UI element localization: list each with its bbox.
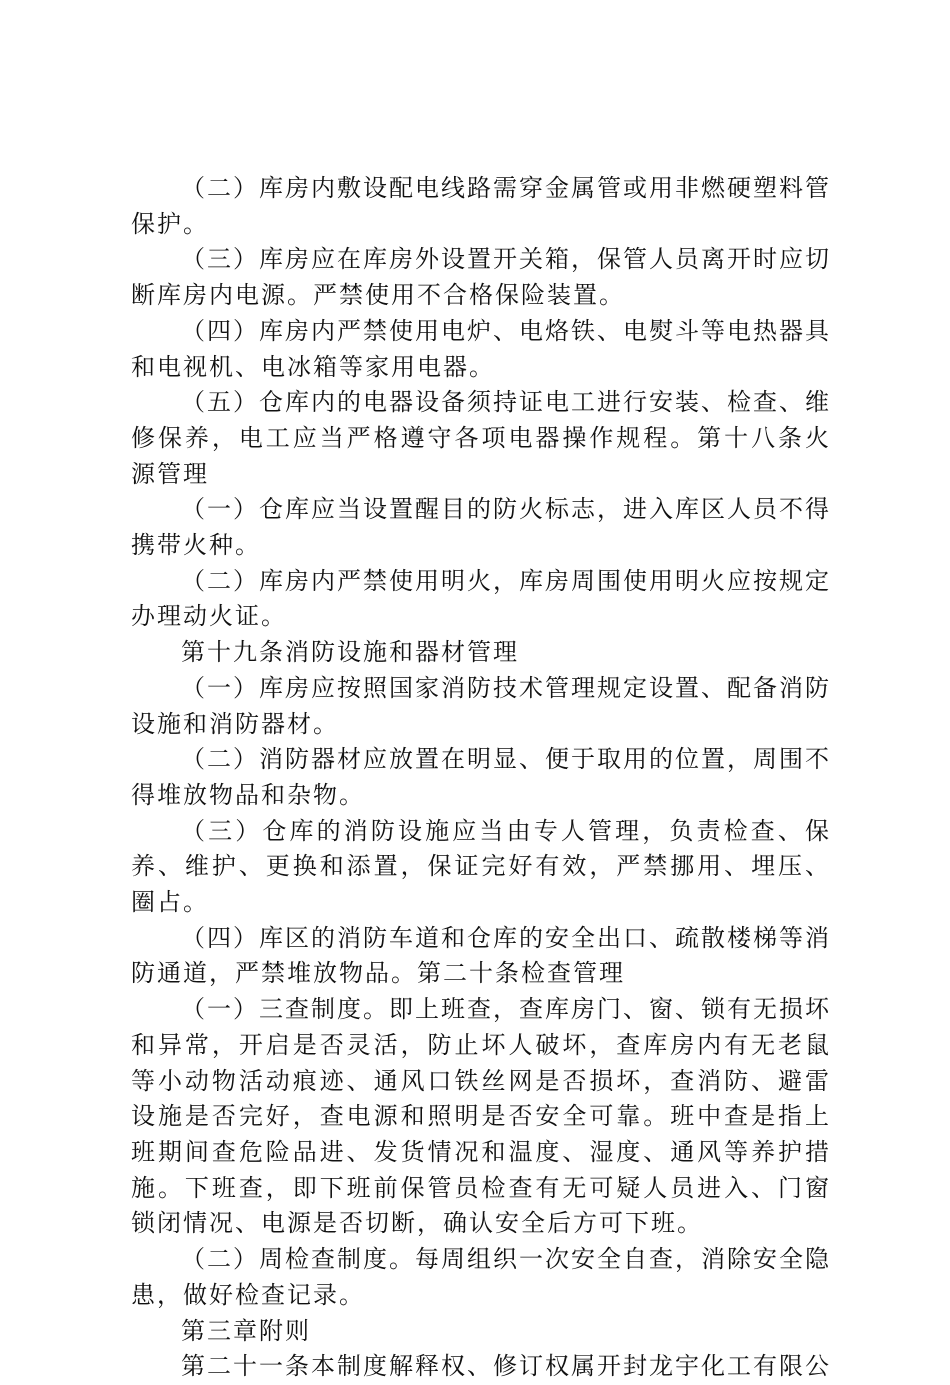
section-heading-19: 第十九条消防设施和器材管理 <box>181 638 519 667</box>
paragraph-1: （二）库房内敷设配电线路需穿金属管或用非燃硬塑料管保护。 <box>131 174 831 238</box>
document-body <box>131 171 831 1385</box>
paragraph-6: （二）库房内严禁使用明火，库房周围使用明火应按规定办理动火证。 <box>131 566 831 631</box>
paragraph-5: （一）仓库应当设置醒目的防火标志，进入库区人员不得携带火种。 <box>131 495 831 560</box>
paragraph-10: （四）库区的消防车道和仓库的安全出口、疏散楼梯等消防通道，严禁堆放物品。第二十条检查管理 <box>131 923 831 988</box>
paragraph-2: （三）库房应在库房外设置开关箱，保管人员离开时应切断库房内电源。严禁使用不合格保险装置。 <box>131 245 831 310</box>
paragraph-12: （二）周检查制度。每周组织一次安全自查，消除安全隐患，做好检查记录。 <box>131 1245 831 1309</box>
paragraph-3: （四）库房内严禁使用电炉、电烙铁、电熨斗等电热器具和电视机、电冰箱等家用电器。 <box>131 316 831 381</box>
paragraph-9: （三）仓库的消防设施应当由专人管理，负责检查、保养、维护、更换和添置，保证完好有效，严禁挪用、埋压、圈占。 <box>131 816 831 917</box>
chapter-heading: 第三章附则 <box>181 1316 311 1345</box>
paragraph-13: 第二十一条本制度解释权、修订权属开封龙宇化工有限公 <box>181 1352 831 1381</box>
paragraph-7: （一）库房应按照国家消防技术管理规定设置、配备消防设施和消防器材。 <box>131 673 831 738</box>
paragraph-8: （二）消防器材应放置在明显、便于取用的位置，周围不得堆放物品和杂物。 <box>131 745 831 809</box>
paragraph-4: （五）仓库内的电器设备须持证电工进行安装、检查、维修保养，电工应当严格遵守各项电器操作规程。第十八条火源管理 <box>131 388 831 488</box>
paragraph-11: （一）三查制度。即上班查，查库房门、窗、锁有无损坏和异常，开启是否灵活，防止坏人破坏，查库房内有无老鼠等小动物活动痕迹、通风口铁丝网是否损坏，查消防、避雷设施是否完好，查电源和照明是否安全可靠。班中查是指上班期间查危险品进、发货情况和温度、湿度、通风等养护措施。下班查，即下班前保管员检查有无可疑人员进入、门窗锁闭情况、电源是否切断，确认安全后方可下班。 <box>131 995 831 1238</box>
